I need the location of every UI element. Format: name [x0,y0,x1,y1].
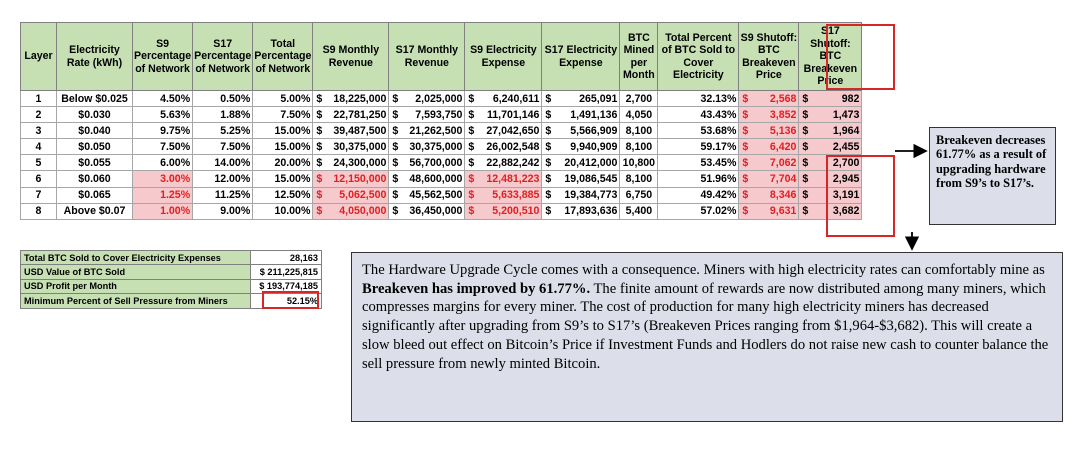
table-cell: 7.50% [133,139,193,155]
table-cell: 2,700 [620,91,658,107]
table-cell: $ 22,882,242 [465,155,542,171]
table-cell: $ 12,150,000 [313,171,389,187]
table-cell: 5.63% [133,107,193,123]
table-cell: $ 19,384,773 [542,187,620,203]
table-cell: 8 [21,203,57,219]
table-cell: $ 30,375,000 [313,139,389,155]
callout-text-part2: The finite amount of rewards are now distributed among many miners, which compresses margins for every miner. The cost of production for many high electricity miners has decreased significantly after upgrading from S9’s to S17’s (Breakeven Prices ranging from $1,964-$3,682). This will create a slow bleed out effect on Bitcoin’s Price if Investment Funds and Hodlers do not raise new cash to counter balance the sell pressure from newly minted Bitcoin. [362,280,1049,372]
summary-label: Minimum Percent of Sell Pressure from Miners [21,294,251,308]
table-cell: 6 [21,171,57,187]
column-header: Total Percentage of Network [253,23,313,91]
table-cell: 8,100 [620,171,658,187]
table-cell: 53.45% [658,155,739,171]
table-cell: Above $0.07 [57,203,133,219]
table-cell: 4 [21,139,57,155]
table-cell: $ 11,701,146 [465,107,542,123]
table-cell: 43.43% [658,107,739,123]
table-cell: 5.00% [253,91,313,107]
table-cell: $ 265,091 [542,91,620,107]
summary-label: USD Value of BTC Sold [21,265,251,279]
table-cell: 57.02% [658,203,739,219]
table-cell: 5 [21,155,57,171]
table-cell: $ 2,945 [799,171,862,187]
table-cell: $ 5,136 [739,123,799,139]
column-header: S9 Percentage of Network [133,23,193,91]
table-cell: 11.25% [193,187,253,203]
table-cell: $ 3,191 [799,187,862,203]
table-cell: 7.50% [253,107,313,123]
summary-value: 52.15% [251,294,322,308]
summary-value: $ 193,774,185 [251,279,322,293]
summary-value: 28,163 [251,251,322,265]
table-cell: 1 [21,91,57,107]
column-header: S17 Shutoff: BTC Breakeven Price [799,23,862,91]
table-cell: $ 9,940,909 [542,139,620,155]
table-cell: $ 20,412,000 [542,155,620,171]
column-header: Total Percent of BTC Sold to Cover Electricity [658,23,739,91]
table-cell: $ 1,491,136 [542,107,620,123]
table-cell: $ 39,487,500 [313,123,389,139]
column-header: S9 Electricity Expense [465,23,542,91]
column-header: S17 Percentage of Network [193,23,253,91]
table-cell: $ 2,568 [739,91,799,107]
column-header: S17 Electricity Expense [542,23,620,91]
table-cell: $ 2,700 [799,155,862,171]
table-cell: 51.96% [658,171,739,187]
table-cell: 59.17% [658,139,739,155]
table-cell: 4,050 [620,107,658,123]
table-cell: 4.50% [133,91,193,107]
table-cell: $ 9,631 [739,203,799,219]
table-cell: 14.00% [193,155,253,171]
column-header: BTC Mined per Month [620,23,658,91]
table-cell: $ 30,375,000 [389,139,465,155]
table-cell: $ 6,240,611 [465,91,542,107]
table-cell: $ 2,455 [799,139,862,155]
table-cell: 3.00% [133,171,193,187]
table-cell: $ 1,964 [799,123,862,139]
table-cell: 9.75% [133,123,193,139]
column-header: Layer [21,23,57,91]
column-header: S9 Monthly Revenue [313,23,389,91]
table-cell: $ 7,062 [739,155,799,171]
table-cell: Below $0.025 [57,91,133,107]
table-cell: $ 19,086,545 [542,171,620,187]
table-cell: 3 [21,123,57,139]
table-cell: 10.00% [253,203,313,219]
table-cell: 5.25% [193,123,253,139]
table-cell: $ 7,593,750 [389,107,465,123]
table-cell: $ 27,042,650 [465,123,542,139]
table-cell: $ 4,050,000 [313,203,389,219]
table-cell: $0.055 [57,155,133,171]
table-cell: 1.25% [133,187,193,203]
table-cell: 0.50% [193,91,253,107]
table-cell: 20.00% [253,155,313,171]
callout-text-bold: Breakeven has improved by 61.77%. [362,280,591,297]
table-cell: 12.50% [253,187,313,203]
table-cell: $ 18,225,000 [313,91,389,107]
table-cell: 5,400 [620,203,658,219]
table-cell: 9.00% [193,203,253,219]
table-cell: 8,100 [620,123,658,139]
table-cell: $ 21,262,500 [389,123,465,139]
breakeven-callout: Breakeven decreases 61.77% as a result of upgrading hardware from S9’s to S17’s. [929,127,1056,225]
table-cell: $ 56,700,000 [389,155,465,171]
table-cell: $0.040 [57,123,133,139]
table-cell: 10,800 [620,155,658,171]
table-cell: 7 [21,187,57,203]
table-cell: 15.00% [253,123,313,139]
table-cell: $ 3,682 [799,203,862,219]
column-header: S17 Monthly Revenue [389,23,465,91]
summary-value: $ 211,225,815 [251,265,322,279]
summary-label: USD Profit per Month [21,279,251,293]
table-cell: 15.00% [253,139,313,155]
table-cell: 7.50% [193,139,253,155]
table-cell: 15.00% [253,171,313,187]
table-cell: 6.00% [133,155,193,171]
table-cell: $ 12,481,223 [465,171,542,187]
table-cell: $ 1,473 [799,107,862,123]
table-cell: $ 24,300,000 [313,155,389,171]
table-cell: $0.065 [57,187,133,203]
table-cell: 12.00% [193,171,253,187]
column-header: S9 Shutoff: BTC Breakeven Price [739,23,799,91]
table-cell: $ 6,420 [739,139,799,155]
table-cell: $ 17,893,636 [542,203,620,219]
table-cell: 49.42% [658,187,739,203]
table-cell: 32.13% [658,91,739,107]
callout-text-part1: The Hardware Upgrade Cycle comes with a consequence. Miners with high electricity rates can comfortably mine as [362,262,1045,278]
table-cell: $ 5,633,885 [465,187,542,203]
table-cell: $0.050 [57,139,133,155]
table-cell: $0.030 [57,107,133,123]
table-cell: $ 26,002,548 [465,139,542,155]
table-cell: 1.88% [193,107,253,123]
table-cell: 6,750 [620,187,658,203]
table-cell: 2 [21,107,57,123]
table-cell: 1.00% [133,203,193,219]
table-cell: $ 48,600,000 [389,171,465,187]
summary-label: Total BTC Sold to Cover Electricity Expenses [21,251,251,265]
table-cell: 8,100 [620,139,658,155]
table-cell: $ 7,704 [739,171,799,187]
column-header: Electricity Rate (kWh) [57,23,133,91]
table-cell: $ 5,062,500 [313,187,389,203]
table-cell: $0.060 [57,171,133,187]
table-cell: $ 5,200,510 [465,203,542,219]
table-cell: $ 2,025,000 [389,91,465,107]
table-cell: $ 5,566,909 [542,123,620,139]
table-cell: $ 22,781,250 [313,107,389,123]
table-cell: $ 8,346 [739,187,799,203]
table-cell: $ 45,562,500 [389,187,465,203]
table-cell: $ 982 [799,91,862,107]
table-cell: 53.68% [658,123,739,139]
table-cell: $ 36,450,000 [389,203,465,219]
table-cell: $ 3,852 [739,107,799,123]
